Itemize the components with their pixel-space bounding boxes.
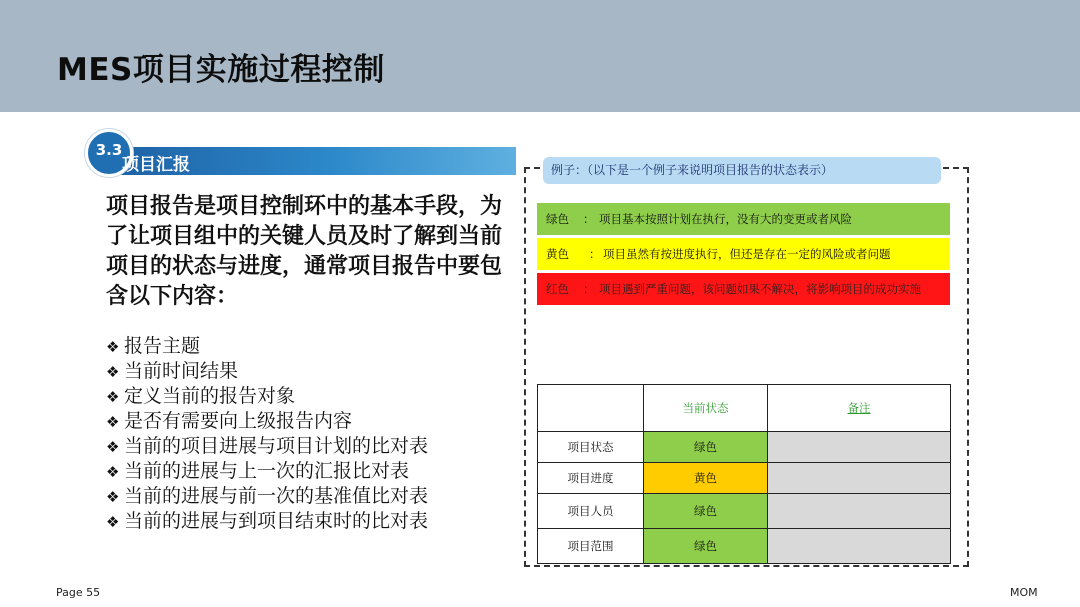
row-label: 项目人员 bbox=[538, 494, 644, 529]
table-header-row bbox=[538, 385, 951, 432]
page-number: Page 55 bbox=[56, 586, 101, 599]
status-legend-yellow bbox=[537, 238, 950, 270]
diamond-bullet-icon: ❖ bbox=[106, 338, 120, 356]
status-legend-green bbox=[537, 203, 950, 235]
report-status-table bbox=[537, 384, 951, 564]
diamond-bullet-icon: ❖ bbox=[106, 413, 120, 431]
status-cell: 黄色 bbox=[644, 463, 768, 494]
status-description: 项目虽然有按进度执行，但还是存在一定的风险或者问题 bbox=[603, 247, 891, 261]
header-bar bbox=[0, 0, 1080, 112]
row-label: 项目状态 bbox=[538, 432, 644, 463]
diamond-bullet-icon: ❖ bbox=[106, 463, 120, 481]
diamond-bullet-icon: ❖ bbox=[106, 363, 120, 381]
status-name: 绿色 bbox=[546, 212, 569, 226]
bullet-item: ❖ 当前的进展与前一次的基准值比对表 bbox=[106, 484, 428, 509]
status-name: 黄色 bbox=[546, 247, 569, 261]
status-colon: ： bbox=[583, 282, 595, 296]
note-cell bbox=[768, 432, 951, 463]
footer-brand: MOM bbox=[1010, 586, 1038, 599]
section-number: 3.3 bbox=[95, 141, 123, 159]
row-label: 项目进度 bbox=[538, 463, 644, 494]
status-cell: 绿色 bbox=[644, 494, 768, 529]
status-description: 项目基本按照计划在执行，没有大的变更或者风险 bbox=[599, 212, 852, 226]
note-cell bbox=[768, 529, 951, 564]
row-label: 项目范围 bbox=[538, 529, 644, 564]
example-caption: 例子：（以下是一个例子来说明项目报告的状态表示） bbox=[543, 157, 941, 184]
status-legend-red bbox=[537, 273, 950, 305]
status-cell: 绿色 bbox=[644, 529, 768, 564]
diamond-bullet-icon: ❖ bbox=[106, 388, 120, 406]
status-description: 项目遇到严重问题，该问题如果不解决，将影响项目的成功实施 bbox=[599, 282, 921, 296]
content-bullet-list bbox=[106, 334, 428, 534]
bullet-item: ❖ 报告主题 bbox=[106, 334, 428, 359]
section-title: 项目汇报 bbox=[122, 155, 190, 175]
bullet-item: ❖ 当前的进展与到项目结束时的比对表 bbox=[106, 509, 428, 534]
intro-paragraph: 项目报告是项目控制环中的基本手段，为了让项目组中的关键人员及时了解到当前项目的状态与进度，通常项目报告中要包含以下内容： bbox=[106, 194, 503, 309]
diamond-bullet-icon: ❖ bbox=[106, 438, 120, 456]
status-colon: ： bbox=[583, 212, 595, 226]
table-header-cell: 当前状态 bbox=[644, 385, 768, 432]
table-row bbox=[538, 529, 951, 564]
bullet-item: ❖ 当前时间结果 bbox=[106, 359, 428, 384]
bullet-item: ❖ 当前的项目进展与项目计划的比对表 bbox=[106, 434, 428, 459]
diamond-bullet-icon: ❖ bbox=[106, 488, 120, 506]
status-name: 红色 bbox=[546, 282, 569, 296]
table-header-cell bbox=[538, 385, 644, 432]
diamond-bullet-icon: ❖ bbox=[106, 513, 120, 531]
status-cell: 绿色 bbox=[644, 432, 768, 463]
note-cell bbox=[768, 463, 951, 494]
bullet-item: ❖ 是否有需要向上级报告内容 bbox=[106, 409, 428, 434]
table-row bbox=[538, 432, 951, 463]
page-title: MES项目实施过程控制 bbox=[57, 52, 385, 88]
table-header-cell: 备注 bbox=[768, 385, 951, 432]
table-row bbox=[538, 494, 951, 529]
bullet-item: ❖ 定义当前的报告对象 bbox=[106, 384, 428, 409]
note-cell bbox=[768, 494, 951, 529]
table-row bbox=[538, 463, 951, 494]
bullet-item: ❖ 当前的进展与上一次的汇报比对表 bbox=[106, 459, 428, 484]
status-colon: ： bbox=[589, 247, 601, 261]
